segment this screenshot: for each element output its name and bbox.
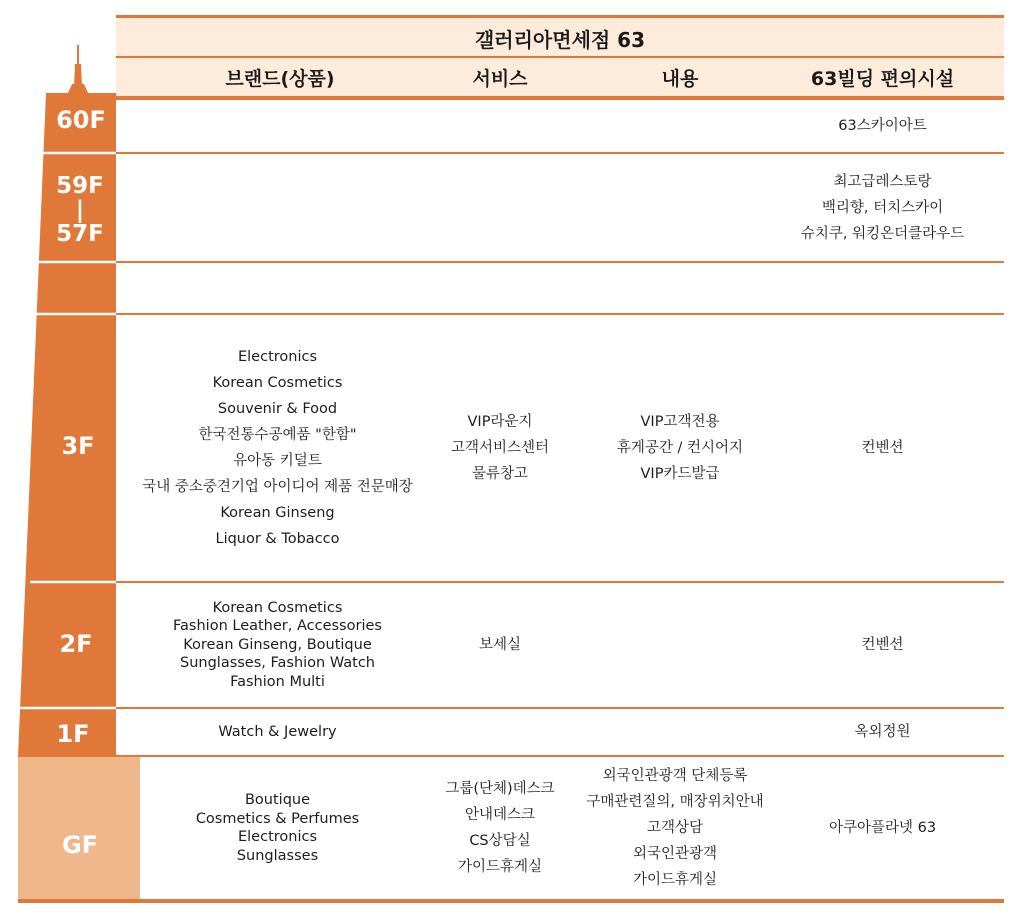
column-header-content: 내용 xyxy=(661,67,699,90)
services-3f xyxy=(425,315,575,581)
facility-item: 최고급레스토랑 xyxy=(833,173,932,190)
brand-item: Sunglasses, Fashion Watch xyxy=(180,655,375,672)
brand-item: Boutique xyxy=(244,792,311,808)
facility-item: 아쿠아플라넷 63 xyxy=(828,820,937,836)
facilities-59f-57f xyxy=(770,154,995,261)
content-item: VIP고객전용 xyxy=(640,414,720,430)
floor-label-2f: 2F xyxy=(59,630,93,658)
content-item: 외국인관광객 xyxy=(632,846,718,862)
column-header-facilities: 63빌딩 편의시설 xyxy=(810,67,955,90)
service-item: 물류창고 xyxy=(471,466,529,482)
tower-cap xyxy=(68,84,88,93)
content-item: 휴게공간 / 컨시어지 xyxy=(616,440,744,456)
service-item: 고객서비스센터 xyxy=(450,440,550,456)
table-title: 갤러리아면세점 63 xyxy=(474,27,646,52)
facility-item: 63스카이아트 xyxy=(838,118,927,134)
content-3f xyxy=(590,315,770,581)
brand-item: Cosmetics & Perfumes xyxy=(195,810,360,827)
facility-item: 컨벤션 xyxy=(861,440,904,456)
service-item: CS상담실 xyxy=(469,833,531,849)
facilities-1f xyxy=(770,709,995,755)
brands-3f xyxy=(140,315,415,581)
brand-item: 한국전통수공예품 "한함" xyxy=(198,427,357,443)
facilities-3f xyxy=(770,315,995,581)
brand-item: Fashion Leather, Accessories xyxy=(173,618,382,635)
floor-label-60f: 60F xyxy=(56,106,106,134)
facility-item: 슈치쿠, 워킹온더클라우드 xyxy=(800,225,965,242)
services-gf xyxy=(425,757,575,899)
brand-item: Souvenir & Food xyxy=(217,401,338,417)
service-item: 그룹(단체)데스크 xyxy=(445,781,555,797)
service-item: 가이드휴게실 xyxy=(457,859,543,875)
brand-item: Korean Cosmetics xyxy=(212,599,343,616)
content-item: 고객상담 xyxy=(646,820,704,836)
facility-item: 백리향, 터치스카이 xyxy=(821,199,944,216)
floor-label-59f-57f: 59F | 57F xyxy=(56,173,104,248)
brand-item: 유아동 키덜트 xyxy=(233,453,322,469)
brand-item: Korean Ginseng xyxy=(220,505,335,521)
header-top-rule xyxy=(116,15,1004,18)
brand-item: 국내 중소중견기업 아이디어 제품 전문매장 xyxy=(142,479,413,495)
brands-1f xyxy=(140,709,415,755)
facility-item: 옥외정원 xyxy=(854,724,911,740)
brands-gf xyxy=(140,757,415,899)
column-header-brands: 브랜드(상품) xyxy=(225,67,335,90)
floor-label-1f: 1F xyxy=(56,720,90,748)
facilities-60f xyxy=(770,100,995,152)
brand-item: Korean Cosmetics xyxy=(212,375,343,391)
facilities-2f xyxy=(770,583,995,707)
content-item: 외국인관광객 단체등록 xyxy=(602,768,748,784)
content-item: VIP카드발급 xyxy=(640,466,720,482)
content-item: 가이드휴게실 xyxy=(632,872,718,888)
service-item: VIP라운지 xyxy=(467,414,533,430)
brand-item: Electronics xyxy=(237,349,318,365)
brand-item: Sunglasses xyxy=(236,847,319,864)
gf-block xyxy=(18,757,140,900)
floor-label-3f: 3F xyxy=(61,432,95,460)
brand-item: Electronics xyxy=(237,829,318,845)
service-item: 보세실 xyxy=(478,637,522,653)
content-gf xyxy=(575,757,775,899)
brand-item: Fashion Multi xyxy=(230,673,325,690)
content-item: 구매관련질의, 매장위치안내 xyxy=(586,794,764,810)
row-divider xyxy=(116,261,1004,263)
facilities-gf xyxy=(770,757,995,899)
antenna xyxy=(74,45,82,88)
brand-item: Watch & Jewelry xyxy=(218,724,337,740)
floor-label-gf: GF xyxy=(61,831,99,859)
services-2f xyxy=(425,583,575,707)
facility-item: 컨벤션 xyxy=(861,637,904,653)
service-item: 안내데스크 xyxy=(464,807,536,823)
table-bottom-rule xyxy=(18,899,1004,903)
brands-2f xyxy=(140,583,415,707)
brand-item: Korean Ginseng, Boutique xyxy=(183,636,372,653)
brand-item: Liquor & Tobacco xyxy=(215,531,340,547)
column-header-services: 서비스 xyxy=(472,67,528,90)
